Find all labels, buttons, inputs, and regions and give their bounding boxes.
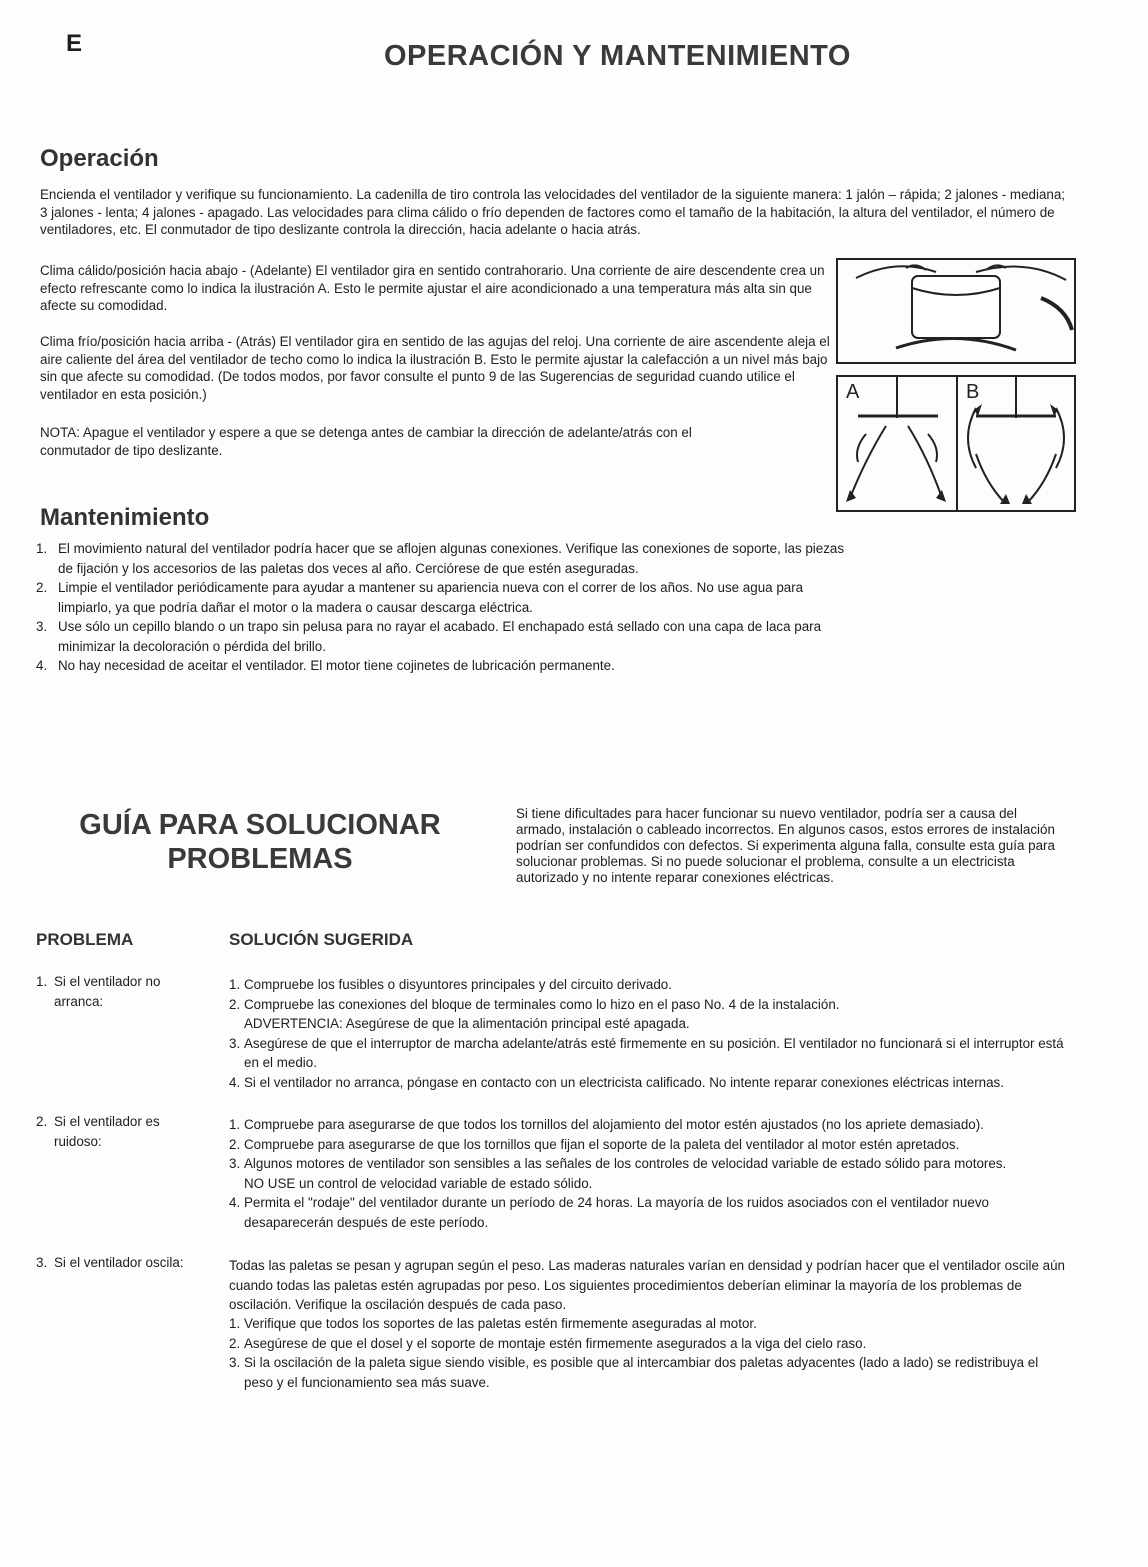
troubleshooting-intro: Si tiene dificultades para hacer funcionar su nuevo ventilador, podría ser a causa del armado, instalación o cableado incorrectos. En algunos casos, estos errores de instalación podrían ser confundidos con defectos. Si experimenta alguna falla, consulte esta guía para solucionar problemas. Si no puede solucionar el problema, consulte a un electricista autorizado y no intente reparar conexiones eléctricas. [516,806,1055,885]
operation-paragraph-cold: Clima frío/posición hacia arriba - (Atrás) El ventilador gira en sentido de las agujas del reloj. Una corriente de aire ascendente aleja el aire caliente del área del ventilador de techo como lo indica la ilustración B. Esto le permite ajustar la calefacción a un nivel más bajo sin que afecte su comodidad. (De todos modos, por favor consulte el punto 9 de las Sugerencias de seguridad cuando utilice el ventilador en esta posición.) [40,334,830,402]
operation-paragraph-1: Encienda el ventilador y verifique su funcionamiento. La cadenilla de tiro controla las velocidades del ventilador de la siguiente manera: 1 jalón – rápida; 2 jalones - mediana; 3 jalones - lenta; 4 jalones - apagado. Las velocidades para clima cálido o frío dependen de factores como el tamaño de la habitación, la altura del ventilador, el número de ventiladores, etc. El conmutador de tipo deslizante controla la dirección, hacia adelante o hacia atrás. [40,187,1066,237]
language-tag: E [66,30,83,57]
list-item: 1. El movimiento natural del ventilador podría hacer que se aflojen algunas conexiones. Verifique las conexiones de soporte, las piezas de fijación y los accesorios de las paletas dos veces al año. Cerciórese de que estén aseguradas. [36,541,845,576]
wobble-intro: Todas las paletas se pesan y agrupan según el peso. Las maderas naturales varían en densidad y podrían hacer que el ventilador oscile aún cuando todas las paletas estén agrupadas por peso. Los siguientes procedimientos deberían eliminar la mayoría de los problemas de oscilación. Verifique la oscilación después de cada paso. [229,1258,1065,1312]
solution-list [229,975,1069,1092]
solution-column-header: SOLUCIÓN SUGERIDA [229,930,414,949]
list-item: 3. Use sólo un cepillo blando o un trapo sin pelusa para no rayar el acabado. El enchapado está sellado con una capa de laca para minimizar la decoloración o pérdida del brillo. [36,619,822,654]
fan-direction-illustration [836,258,1076,512]
list-item: 3. Si la oscilación de la paleta sigue siendo visible, es posible que al intercambiar dos paletas adyacentes (lado a lado) se redistribuya el peso y el funcionamiento sea más suave. [229,1355,1039,1390]
fan-motor-housing [912,276,1000,338]
airflow-arrow-down-left [850,426,886,498]
maintenance-heading: Mantenimiento [40,504,210,531]
airflow-arrow-up-right [1056,408,1064,468]
illustration-label-b: B [966,381,980,403]
problem-item: 3. Si el ventilador oscila: [36,1255,184,1270]
list-item: 2. Compruebe las conexiones del bloque de terminales como lo hizo en el paso No. 4 de la instalación. ADVERTENCIA: Asegúrese de que la alimentación principal esté apagada. [229,995,1069,1034]
list-item: 1. Compruebe para asegurarse de que todos los tornillos del alojamiento del motor estén ajustados (no los apriete demasiado). [229,1117,984,1132]
page-title: OPERACIÓN Y MANTENIMIENTO [384,40,851,72]
list-item: 4. Si el ventilador no arranca, póngase en contacto con un electricista calificado. No intente reparar conexiones eléctricas internas. [229,1074,1004,1090]
maintenance-list [36,539,856,676]
list-item: 3. Asegúrese de que el interruptor de marcha adelante/atrás esté firmemente en su posición. El ventilador no funcionará si el interruptor está en el medio. [229,1035,1064,1070]
list-item: 1. Verifique que todos los soportes de las paletas estén firmemente aseguradas al motor. [229,1316,757,1331]
list-item: 2. Asegúrese de que el dosel y el soporte de montaje estén firmemente asegurados a la viga del cielo raso. [229,1335,867,1351]
list-item: 1. Compruebe los fusibles o disyuntores principales y del circuito derivado. [229,977,672,992]
warning-note: ADVERTENCIA: Asegúrese de que la alimentación principal esté apagada. [244,1016,690,1031]
list-item: 4. No hay necesidad de aceitar el ventilador. El motor tiene cojinetes de lubricación permanente. [36,658,615,673]
list-item: 2. Compruebe para asegurarse de que los tornillos que fijan el soporte de la paleta del ventilador al motor estén apretados. [229,1136,960,1152]
solution-list [229,1314,1069,1392]
solution-list [229,1115,1069,1232]
illustration-label-a: A [846,381,860,403]
problem-item: 2. Si el ventilador es ruidoso: [36,1114,160,1149]
warning-note: NO USE un control de velocidad variable de estado sólido. [244,1175,593,1191]
list-item: 3. Algunos motores de ventilador son sensibles a las señales de los controles de velocidad variable de estado sólido para motores. NO USE un control de velocidad variable de estado sólido. [229,1154,1069,1193]
operation-note: NOTA: Apague el ventilador y espere a que se detenga antes de cambiar la dirección de adelante/atrás con el conmutador de tipo deslizante. [40,425,692,458]
list-item: 2. Limpie el ventilador periódicamente para ayudar a mantener su apariencia nueva con el correr de los años. No use agua para limpiarlo, ya que podría dañar el motor o la madera o causar descarga eléctrica. [36,580,804,615]
problem-item: 1. Si el ventilador no arranca: [36,974,161,1009]
list-item: 4. Permita el "rodaje" del ventilador durante un período de 24 horas. La mayoría de los ruidos asociados con el ventilador nuevo desaparecerán después de este período. [229,1195,989,1230]
operation-paragraph-warm: Clima cálido/posición hacia abajo - (Adelante) El ventilador gira en sentido contrahorario. Una corriente de aire descendente crea un efecto refrescante como lo indica la ilustración A. Esto le permite ajustar el aire acondicionado a una temperatura más alta sin que afecte su comodidad. [40,263,825,313]
troubleshooting-title: GUÍA PARA SOLUCIONAR PROBLEMAS [79,809,441,875]
airflow-arrow-up-left [968,408,976,468]
operation-heading: Operación [40,145,159,172]
problem-column-header: PROBLEMA [36,930,134,949]
